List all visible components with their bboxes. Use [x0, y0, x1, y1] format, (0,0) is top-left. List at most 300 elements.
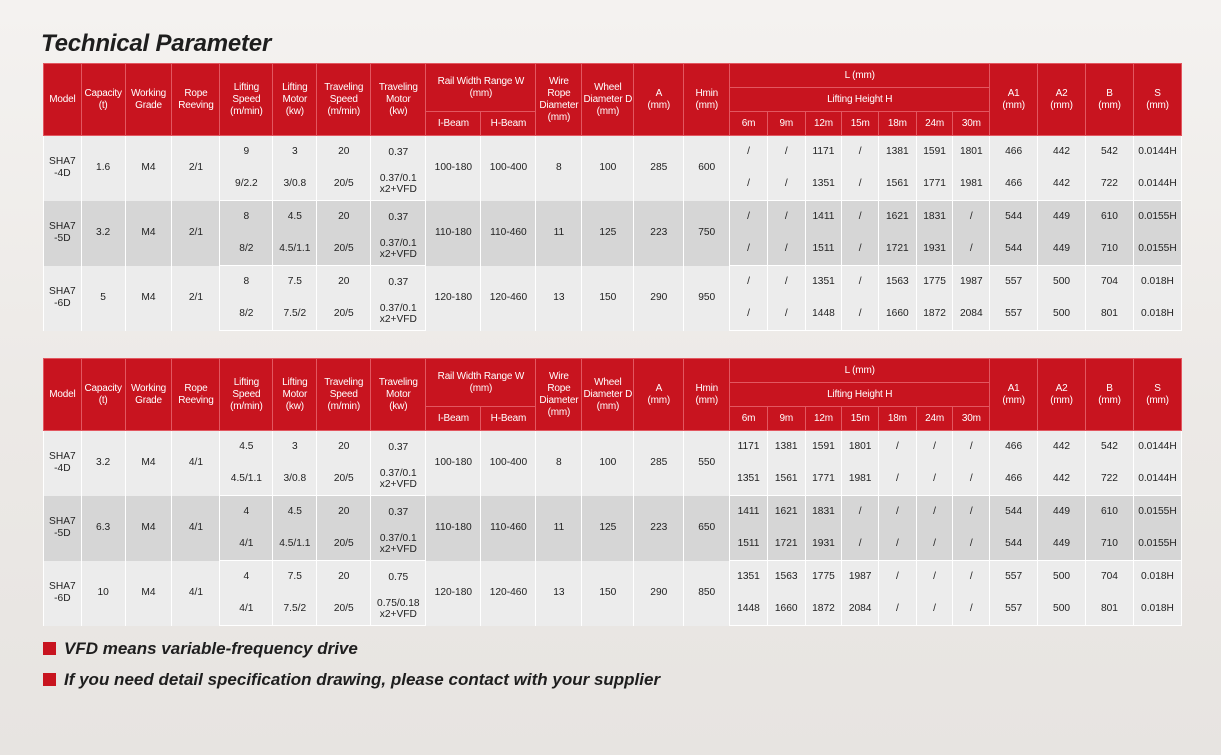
length-cell: /: [879, 431, 917, 464]
length-cell: /: [916, 561, 953, 594]
length-cell: /: [953, 496, 990, 529]
note-item: [43, 664, 660, 695]
col-header-rail-width-line: Rail Width Range W: [437, 370, 525, 382]
length-cell: /: [730, 234, 768, 266]
lifting-motor-cell: 3/0.8: [273, 464, 317, 496]
table-row: [44, 496, 1182, 529]
a2-cell: 449: [1038, 496, 1086, 529]
b-cell: 610: [1086, 496, 1134, 529]
hmin-cell: 550: [684, 431, 730, 496]
length-cell: 2084: [953, 299, 990, 331]
length-cell: /: [842, 529, 879, 561]
col-header-lifting-speed: [220, 359, 273, 431]
length-cell: /: [842, 201, 879, 234]
col-header-lifting-motor-line: Lifting Motor: [282, 376, 308, 400]
wire-rope-cell: 13: [536, 561, 582, 626]
traveling-motor-cell: 0.75: [371, 561, 426, 594]
length-cell: 1721: [879, 234, 917, 266]
col-header-s: [1133, 64, 1181, 136]
lifting-motor-cell: 4.5/1.1: [273, 234, 317, 266]
col-header-hmin-line: (mm): [695, 99, 718, 111]
lifting-speed-cell: 9/2.2: [220, 169, 273, 201]
a1-cell: 557: [990, 299, 1038, 331]
s-cell: 0.0144H: [1133, 464, 1181, 496]
traveling-motor-cell: 0.37: [371, 201, 426, 234]
col-header-traveling-motor: [371, 64, 426, 136]
b-cell: 710: [1086, 529, 1134, 561]
col-header-s-line: S: [1154, 87, 1161, 99]
col-header-height-12m: 12m: [805, 112, 842, 136]
length-cell: /: [953, 561, 990, 594]
table-row: [44, 266, 1182, 299]
col-header-capacity-line: (t): [98, 394, 108, 406]
lifting-motor-cell: 4.5: [273, 201, 317, 234]
col-header-wire-rope-line: (mm): [547, 111, 571, 123]
length-cell: 1831: [805, 496, 842, 529]
col-header-i-beam: I-Beam: [426, 112, 481, 136]
b-cell: 542: [1086, 431, 1134, 464]
rope-reeving-cell: 4/1: [172, 431, 220, 496]
s-cell: 0.0144H: [1133, 136, 1181, 169]
a1-cell: 544: [990, 201, 1038, 234]
working-grade-cell: M4: [125, 496, 172, 561]
length-cell: 1987: [953, 266, 990, 299]
length-cell: 1448: [805, 299, 842, 331]
wheel-diameter-cell: 125: [582, 496, 634, 561]
traveling-speed-cell: 20/5: [317, 529, 371, 561]
length-cell: 1872: [916, 299, 953, 331]
a2-cell: 442: [1038, 464, 1086, 496]
wire-rope-cell: 8: [536, 136, 582, 201]
col-header-a-line: A: [655, 382, 663, 394]
col-header-lifting-motor-line: (kw): [285, 400, 304, 412]
traveling-speed-cell: 20/5: [317, 299, 371, 331]
a1-cell: 557: [990, 266, 1038, 299]
col-header-height-30m: 30m: [953, 407, 990, 431]
length-cell: 1171: [805, 136, 842, 169]
col-header-wire-rope-line: Wire Rope Diameter: [539, 75, 579, 111]
traveling-motor-cell: 0.37: [371, 136, 426, 169]
h-beam-cell: 120-460: [481, 266, 536, 331]
a-cell: 290: [634, 561, 684, 626]
traveling-speed-cell: 20/5: [317, 594, 371, 626]
s-cell: 0.0155H: [1133, 529, 1181, 561]
lifting-motor-cell: 4.5: [273, 496, 317, 529]
col-header-lifting-speed: [220, 64, 273, 136]
length-cell: /: [767, 266, 805, 299]
length-cell: 1775: [805, 561, 842, 594]
b-cell: 801: [1086, 594, 1134, 626]
col-header-lifting-speed-line: (m/min): [230, 400, 263, 412]
col-header-wheel-diameter-line: (mm): [596, 400, 620, 412]
length-cell: 1171: [730, 431, 768, 464]
length-cell: 1872: [805, 594, 842, 626]
length-cell: 1801: [953, 136, 990, 169]
col-header-working-grade: Working Grade: [125, 359, 172, 431]
col-header-hmin: [684, 64, 730, 136]
col-header-s-line: (mm): [1146, 394, 1169, 406]
model-cell: SHA7 -5D: [44, 201, 82, 266]
rope-reeving-cell: 2/1: [172, 266, 220, 331]
col-header-hmin-line: Hmin: [695, 87, 718, 99]
col-header-l: L (mm): [730, 359, 990, 383]
model-cell: SHA7 -6D: [44, 561, 82, 626]
col-header-traveling-speed-line: (m/min): [327, 400, 360, 412]
length-cell: 1775: [916, 266, 953, 299]
length-cell: /: [953, 594, 990, 626]
model-cell: SHA7 -4D: [44, 136, 82, 201]
a2-cell: 500: [1038, 299, 1086, 331]
a1-cell: 557: [990, 561, 1038, 594]
length-cell: /: [879, 496, 917, 529]
col-header-traveling-motor: [371, 359, 426, 431]
length-cell: 1381: [767, 431, 805, 464]
table-row: [44, 561, 1182, 594]
working-grade-cell: M4: [125, 201, 172, 266]
length-cell: /: [953, 464, 990, 496]
rope-reeving-cell: 2/1: [172, 136, 220, 201]
wheel-diameter-cell: 150: [582, 266, 634, 331]
col-header-b: [1086, 64, 1134, 136]
col-header-hmin: [684, 359, 730, 431]
col-header-a2-line: (mm): [1050, 394, 1073, 406]
b-cell: 710: [1086, 234, 1134, 266]
col-header-s: [1133, 359, 1181, 431]
length-cell: /: [879, 594, 917, 626]
hmin-cell: 950: [684, 266, 730, 331]
b-cell: 722: [1086, 464, 1134, 496]
length-cell: 1411: [805, 201, 842, 234]
col-header-height-12m: 12m: [805, 407, 842, 431]
col-header-rail-width-line: (mm): [469, 382, 493, 394]
col-header-h-beam: H-Beam: [481, 407, 536, 431]
length-cell: 1411: [730, 496, 768, 529]
traveling-speed-cell: 20: [317, 496, 371, 529]
length-cell: /: [730, 136, 768, 169]
capacity-cell: 10: [81, 561, 125, 626]
hmin-cell: 650: [684, 496, 730, 561]
col-header-wheel-diameter-line: Wheel Diameter D: [583, 376, 633, 400]
a2-cell: 500: [1038, 561, 1086, 594]
h-beam-cell: 100-400: [481, 136, 536, 201]
rope-reeving-cell: 2/1: [172, 201, 220, 266]
col-header-rope-reeving: Rope Reeving: [172, 64, 220, 136]
lifting-speed-cell: 8: [220, 266, 273, 299]
page-title: Technical Parameter: [41, 30, 272, 57]
rope-reeving-cell: 4/1: [172, 561, 220, 626]
length-cell: 1981: [953, 169, 990, 201]
h-beam-cell: 110-460: [481, 201, 536, 266]
b-cell: 801: [1086, 299, 1134, 331]
s-cell: 0.0144H: [1133, 169, 1181, 201]
wire-rope-cell: 13: [536, 266, 582, 331]
a2-cell: 449: [1038, 234, 1086, 266]
a2-cell: 442: [1038, 431, 1086, 464]
col-header-height-18m: 18m: [879, 112, 917, 136]
lifting-speed-cell: 4.5: [220, 431, 273, 464]
col-header-lifting-height: Lifting Height H: [730, 383, 990, 407]
col-header-model: Model: [44, 64, 82, 136]
wheel-diameter-cell: 150: [582, 561, 634, 626]
lifting-motor-cell: 3: [273, 431, 317, 464]
a1-cell: 466: [990, 464, 1038, 496]
note-text: VFD means variable-frequency drive: [64, 638, 358, 658]
i-beam-cell: 110-180: [426, 201, 481, 266]
col-header-a1-line: A1: [1007, 382, 1020, 394]
traveling-motor-cell: 0.37: [371, 496, 426, 529]
length-cell: /: [916, 431, 953, 464]
hmin-cell: 600: [684, 136, 730, 201]
length-cell: /: [879, 464, 917, 496]
note-text: If you need detail specification drawing, please contact with your supplier: [64, 669, 661, 689]
s-cell: 0.0155H: [1133, 201, 1181, 234]
col-header-lifting-motor-line: Lifting Motor: [282, 81, 308, 105]
i-beam-cell: 110-180: [426, 496, 481, 561]
a-cell: 223: [634, 496, 684, 561]
length-cell: /: [767, 201, 805, 234]
s-cell: 0.018H: [1133, 266, 1181, 299]
b-cell: 610: [1086, 201, 1134, 234]
length-cell: 1511: [730, 529, 768, 561]
length-cell: 1351: [805, 266, 842, 299]
col-header-s-line: (mm): [1146, 99, 1169, 111]
spec-table-2: [43, 358, 1182, 626]
col-header-a2: [1038, 64, 1086, 136]
model-group: [44, 266, 1182, 331]
b-cell: 704: [1086, 561, 1134, 594]
lifting-speed-cell: 9: [220, 136, 273, 169]
i-beam-cell: 120-180: [426, 561, 481, 626]
col-header-height-24m: 24m: [916, 112, 953, 136]
col-header-capacity: [81, 64, 125, 136]
a2-cell: 449: [1038, 201, 1086, 234]
length-cell: /: [767, 169, 805, 201]
s-cell: 0.018H: [1133, 561, 1181, 594]
a2-cell: 442: [1038, 136, 1086, 169]
col-header-lifting-motor-line: (kw): [285, 105, 304, 117]
col-header-height-15m: 15m: [842, 407, 879, 431]
capacity-cell: 6.3: [81, 496, 125, 561]
length-cell: 1381: [879, 136, 917, 169]
lifting-motor-cell: 4.5/1.1: [273, 529, 317, 561]
col-header-height-6m: 6m: [730, 407, 768, 431]
length-cell: /: [730, 201, 768, 234]
traveling-motor-cell: 0.37/0.1 x2+VFD: [371, 529, 426, 561]
length-cell: 1563: [767, 561, 805, 594]
col-header-i-beam: I-Beam: [426, 407, 481, 431]
notes-list: [43, 633, 660, 695]
spec-table-1: [43, 63, 1182, 331]
traveling-speed-cell: 20: [317, 431, 371, 464]
a2-cell: 500: [1038, 266, 1086, 299]
col-header-a1: [990, 359, 1038, 431]
traveling-speed-cell: 20: [317, 561, 371, 594]
length-cell: 1931: [805, 529, 842, 561]
traveling-motor-cell: 0.37/0.1 x2+VFD: [371, 169, 426, 201]
length-cell: /: [730, 266, 768, 299]
hmin-cell: 850: [684, 561, 730, 626]
length-cell: 1831: [916, 201, 953, 234]
length-cell: /: [842, 234, 879, 266]
col-header-capacity-line: (t): [98, 99, 108, 111]
lifting-speed-cell: 8/2: [220, 299, 273, 331]
length-cell: /: [842, 299, 879, 331]
length-cell: /: [953, 529, 990, 561]
wire-rope-cell: 8: [536, 431, 582, 496]
col-header-hmin-line: Hmin: [695, 382, 718, 394]
lifting-speed-cell: 8: [220, 201, 273, 234]
col-header-traveling-speed-line: Traveling Speed: [324, 376, 364, 400]
model-cell: SHA7 -4D: [44, 431, 82, 496]
length-cell: /: [916, 496, 953, 529]
col-header-traveling-speed-line: (m/min): [327, 105, 360, 117]
a1-cell: 544: [990, 529, 1038, 561]
col-header-rail-width-line: Rail Width Range W: [437, 75, 525, 87]
traveling-speed-cell: 20: [317, 266, 371, 299]
length-cell: 1771: [916, 169, 953, 201]
traveling-speed-cell: 20/5: [317, 464, 371, 496]
s-cell: 0.0155H: [1133, 496, 1181, 529]
col-header-rail-width: [426, 359, 536, 407]
traveling-motor-cell: 0.75/0.18 x2+VFD: [371, 594, 426, 626]
col-header-traveling-motor-line: (kw): [389, 400, 408, 412]
lifting-speed-cell: 4.5/1.1: [220, 464, 273, 496]
length-cell: /: [916, 594, 953, 626]
col-header-h-beam: H-Beam: [481, 112, 536, 136]
col-header-wire-rope-line: (mm): [547, 406, 571, 418]
traveling-speed-cell: 20: [317, 136, 371, 169]
col-header-traveling-speed-line: Traveling Speed: [324, 81, 364, 105]
col-header-wheel-diameter-line: Wheel Diameter D: [583, 81, 633, 105]
traveling-motor-cell: 0.37/0.1 x2+VFD: [371, 464, 426, 496]
a-cell: 285: [634, 431, 684, 496]
col-header-height-30m: 30m: [953, 112, 990, 136]
model-group: [44, 201, 1182, 266]
col-header-traveling-motor-line: Traveling Motor: [378, 81, 418, 105]
col-header-traveling-motor-line: (kw): [389, 105, 408, 117]
a1-cell: 466: [990, 431, 1038, 464]
length-cell: 1351: [805, 169, 842, 201]
length-cell: /: [879, 561, 917, 594]
wheel-diameter-cell: 100: [582, 136, 634, 201]
a1-cell: 544: [990, 496, 1038, 529]
length-cell: 1931: [916, 234, 953, 266]
col-header-height-9m: 9m: [767, 407, 805, 431]
lifting-speed-cell: 4/1: [220, 529, 273, 561]
col-header-capacity-line: Capacity: [84, 87, 122, 99]
traveling-speed-cell: 20/5: [317, 234, 371, 266]
col-header-a-line: A: [655, 87, 663, 99]
a1-cell: 466: [990, 136, 1038, 169]
col-header-height-18m: 18m: [879, 407, 917, 431]
s-cell: 0.018H: [1133, 299, 1181, 331]
length-cell: /: [916, 464, 953, 496]
col-header-traveling-speed: [317, 359, 371, 431]
col-header-a1-line: (mm): [1002, 394, 1025, 406]
lifting-motor-cell: 3: [273, 136, 317, 169]
col-header-wire-rope: [536, 64, 582, 136]
col-header-b-line: B: [1106, 87, 1113, 99]
a-cell: 290: [634, 266, 684, 331]
col-header-a-line: (mm): [647, 99, 671, 111]
length-cell: /: [767, 136, 805, 169]
i-beam-cell: 120-180: [426, 266, 481, 331]
length-cell: 1561: [879, 169, 917, 201]
i-beam-cell: 100-180: [426, 431, 481, 496]
length-cell: /: [953, 201, 990, 234]
length-cell: 2084: [842, 594, 879, 626]
col-header-a2-line: (mm): [1050, 99, 1073, 111]
traveling-motor-cell: 0.37: [371, 431, 426, 464]
a1-cell: 544: [990, 234, 1038, 266]
capacity-cell: 3.2: [81, 431, 125, 496]
length-cell: 1660: [879, 299, 917, 331]
col-header-lifting-speed-line: Lifting Speed: [232, 376, 261, 400]
traveling-motor-cell: 0.37: [371, 266, 426, 299]
wheel-diameter-cell: 100: [582, 431, 634, 496]
b-cell: 542: [1086, 136, 1134, 169]
length-cell: 1511: [805, 234, 842, 266]
col-header-lifting-speed-line: Lifting Speed: [232, 81, 261, 105]
col-header-model: Model: [44, 359, 82, 431]
col-header-rope-reeving: Rope Reeving: [172, 359, 220, 431]
col-header-b-line: (mm): [1098, 394, 1121, 406]
length-cell: /: [842, 136, 879, 169]
length-cell: 1351: [730, 561, 768, 594]
length-cell: /: [842, 169, 879, 201]
a-cell: 285: [634, 136, 684, 201]
b-cell: 722: [1086, 169, 1134, 201]
col-header-traveling-speed: [317, 64, 371, 136]
col-header-b-line: B: [1106, 382, 1113, 394]
model-group: [44, 561, 1182, 626]
lifting-motor-cell: 7.5: [273, 561, 317, 594]
length-cell: 1801: [842, 431, 879, 464]
length-cell: /: [730, 299, 768, 331]
lifting-motor-cell: 3/0.8: [273, 169, 317, 201]
a-cell: 223: [634, 201, 684, 266]
length-cell: 1771: [805, 464, 842, 496]
col-header-height-15m: 15m: [842, 112, 879, 136]
capacity-cell: 5: [81, 266, 125, 331]
col-header-l: L (mm): [730, 64, 990, 88]
wire-rope-cell: 11: [536, 496, 582, 561]
col-header-a1-line: (mm): [1002, 99, 1025, 111]
table-row: [44, 431, 1182, 464]
length-cell: 1721: [767, 529, 805, 561]
working-grade-cell: M4: [125, 266, 172, 331]
b-cell: 704: [1086, 266, 1134, 299]
length-cell: /: [842, 496, 879, 529]
lifting-motor-cell: 7.5: [273, 266, 317, 299]
length-cell: 1981: [842, 464, 879, 496]
working-grade-cell: M4: [125, 136, 172, 201]
length-cell: /: [916, 529, 953, 561]
lifting-speed-cell: 4: [220, 496, 273, 529]
col-header-lifting-motor: [273, 64, 317, 136]
col-header-s-line: S: [1154, 382, 1161, 394]
i-beam-cell: 100-180: [426, 136, 481, 201]
col-header-rail-width: [426, 64, 536, 112]
col-header-lifting-height: Lifting Height H: [730, 88, 990, 112]
length-cell: /: [879, 529, 917, 561]
a2-cell: 449: [1038, 529, 1086, 561]
hmin-cell: 750: [684, 201, 730, 266]
length-cell: 1448: [730, 594, 768, 626]
rope-reeving-cell: 4/1: [172, 496, 220, 561]
traveling-motor-cell: 0.37/0.1 x2+VFD: [371, 234, 426, 266]
length-cell: /: [842, 266, 879, 299]
